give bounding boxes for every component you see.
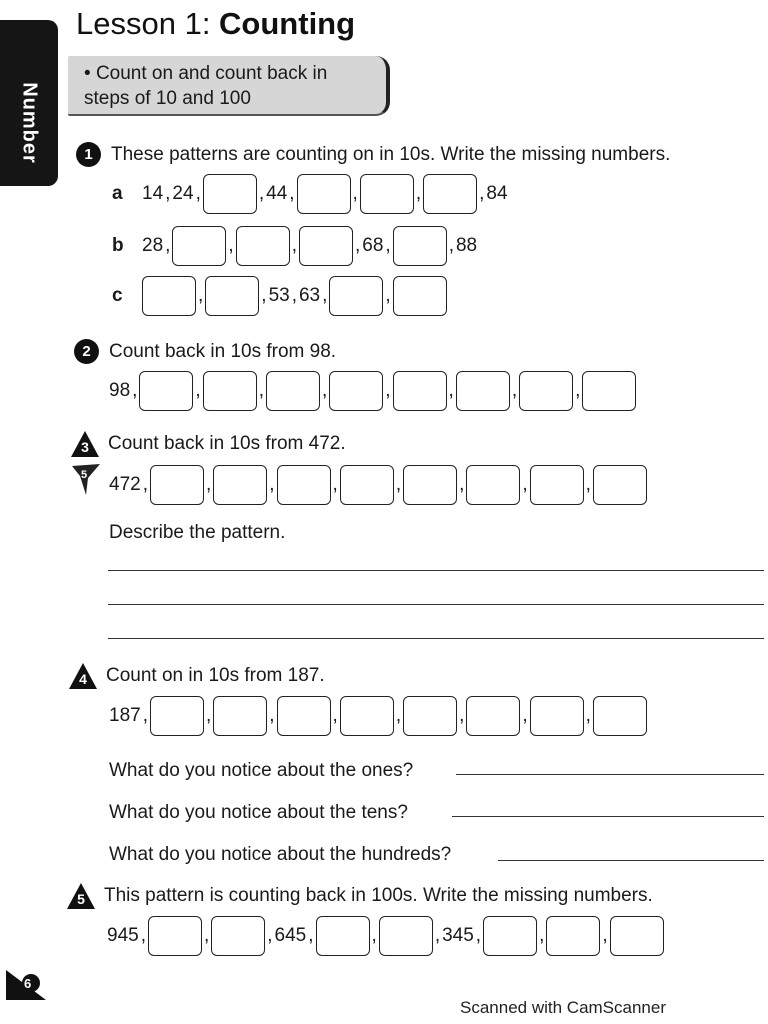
answer-box[interactable] [403,465,457,505]
answer-box[interactable] [266,371,320,411]
answer-box[interactable] [466,696,520,736]
answer-box[interactable] [172,226,226,266]
answer-line[interactable] [498,860,764,861]
given-number: 24 [172,183,194,204]
comma-separator: , [539,925,545,946]
comma-separator: , [289,183,295,204]
comma-separator: , [511,380,518,401]
given-number: 472 [109,474,141,495]
answer-box[interactable] [456,371,510,411]
comma-separator: , [585,705,591,726]
answer-box[interactable] [340,696,394,736]
question-4-badge [68,662,98,690]
lesson-title [76,6,355,42]
answer-box[interactable] [316,916,370,956]
given-number: 187 [109,705,141,726]
comma-separator: , [354,235,361,256]
given-number: 345 [442,925,474,946]
learning-objective [68,56,390,116]
comma-separator: , [332,474,338,495]
answer-box[interactable] [142,276,196,316]
answer-box[interactable] [423,174,477,214]
comma-separator: , [267,925,273,946]
comma-separator: , [448,235,454,256]
comma-separator: , [198,285,204,306]
comma-separator: , [205,705,212,726]
answer-box[interactable] [211,916,265,956]
comma-separator: , [602,925,608,946]
section-tab-label: Number [18,82,41,164]
comma-separator: , [132,380,138,401]
answer-box[interactable] [329,276,383,316]
comma-separator: , [459,705,465,726]
describe-prompt: Describe the pattern. [109,522,286,543]
comma-separator: , [575,380,581,401]
given-number: 84 [486,183,508,204]
question-5-number: 5 [77,891,85,907]
hundreds-question: What do you notice about the hundreds? [109,844,452,865]
question-2-number: 2 [74,339,99,364]
question-5-instruction: This pattern is counting back in 100s. Write the missing numbers. [104,885,653,906]
question-1b-row [112,226,477,266]
answer-box[interactable] [393,371,447,411]
comma-separator: , [385,235,391,256]
answer-box[interactable] [403,696,457,736]
question-1-number: 1 [76,142,101,167]
answer-box[interactable] [150,696,204,736]
comma-separator: , [140,925,146,946]
answer-box[interactable] [393,226,447,266]
answer-line[interactable] [108,638,764,639]
comma-separator: , [522,705,528,726]
comma-separator: , [448,380,454,401]
answer-box[interactable] [593,465,647,505]
comma-separator: , [332,705,338,726]
lesson-title-prefix: Lesson 1: [76,6,220,41]
answer-box[interactable] [213,696,267,736]
question-1-heading [76,142,670,167]
question-4-instruction: Count on in 10s from 187. [106,665,325,686]
comma-separator: , [291,285,297,306]
given-number: 53 [268,285,290,306]
question-3-number: 3 [81,439,89,455]
comma-separator: , [395,474,402,495]
comma-separator: , [415,183,422,204]
question-3-row [109,465,647,505]
question-1c-row [112,276,447,316]
question-5-row [107,916,664,956]
comma-separator: , [261,285,267,306]
objective-bullet: • [84,63,91,84]
page-number-badge [6,966,48,1002]
answer-box[interactable] [213,465,267,505]
comma-separator: , [142,474,148,495]
ones-question: What do you notice about the ones? [109,760,414,781]
comma-separator: , [291,235,297,256]
answer-box[interactable] [593,696,647,736]
answer-box[interactable] [519,371,573,411]
answer-box[interactable] [582,371,636,411]
answer-box[interactable] [203,174,257,214]
comma-separator: , [195,380,201,401]
question-2-row [109,371,636,411]
given-number: 28 [142,235,164,256]
answer-box[interactable] [483,916,537,956]
answer-line[interactable] [452,816,764,817]
comma-separator: , [258,380,264,401]
comma-separator: , [475,925,482,946]
answer-box[interactable] [340,465,394,505]
question-1-instruction: These patterns are counting on in 10s. Write the missing numbers. [111,143,671,165]
comma-separator: , [434,925,441,946]
comma-separator: , [308,925,314,946]
question-4-row [109,696,647,736]
comma-separator: , [522,474,528,495]
comma-separator: , [459,474,465,495]
comma-separator: , [195,183,201,204]
answer-box[interactable] [299,226,353,266]
given-number: 63 [298,285,321,306]
comma-separator: , [269,474,275,495]
comma-separator: , [205,474,212,495]
answer-box[interactable] [329,371,383,411]
answer-box[interactable] [530,696,584,736]
comma-separator: , [585,474,591,495]
question-4-number: 4 [79,671,87,687]
comma-separator: , [321,380,328,401]
given-number: 88 [455,235,478,256]
comma-separator: , [258,183,265,204]
answer-box[interactable] [277,696,331,736]
answer-box[interactable] [277,465,331,505]
answer-box[interactable] [610,916,664,956]
comma-separator: , [385,285,391,306]
answer-box[interactable] [139,371,193,411]
part-label: a [112,183,123,204]
question-3-badge [70,430,100,458]
question-4-heading [68,662,325,690]
part-label: c [112,285,123,306]
answer-line[interactable] [456,774,764,775]
comma-separator: , [203,925,210,946]
answer-box[interactable] [148,916,202,956]
answer-line[interactable] [108,570,764,571]
challenge-badge [66,462,102,496]
comma-separator: , [322,285,328,306]
answer-box[interactable] [379,916,433,956]
question-3-instruction: Count back in 10s from 472. [108,433,346,454]
objective-text: Count on and count back in steps of 10 and 100 [84,63,328,109]
page-number: 6 [24,976,32,991]
scanner-watermark: Scanned with CamScanner [460,998,667,1017]
comma-separator: , [165,183,171,204]
comma-separator: , [395,705,402,726]
given-number: 945 [107,925,139,946]
given-number: 68 [362,235,384,256]
answer-box[interactable] [150,465,204,505]
answer-box[interactable] [393,276,447,316]
challenge-badge-number: 5 [81,469,88,481]
comma-separator: , [479,183,485,204]
comma-separator: , [371,925,377,946]
given-number: 44 [266,183,288,204]
comma-separator: , [385,380,391,401]
question-2-instruction: Count back in 10s from 98. [109,340,337,362]
answer-box[interactable] [297,174,351,214]
given-number: 98 [109,380,131,401]
question-5-badge [66,882,96,910]
answer-line[interactable] [108,604,764,605]
question-5-heading [66,882,653,910]
comma-separator: , [228,235,234,256]
given-number: 645 [274,925,307,946]
tens-question: What do you notice about the tens? [109,802,408,823]
lesson-title-topic: Counting [219,6,356,41]
comma-separator: , [165,235,171,256]
answer-box[interactable] [466,465,520,505]
answer-box[interactable] [530,465,584,505]
comma-separator: , [352,183,358,204]
question-2-heading [74,339,336,364]
question-1a-row [112,174,508,214]
given-number: 14 [142,183,164,204]
answer-box[interactable] [236,226,290,266]
comma-separator: , [142,705,148,726]
question-3-heading [70,430,346,458]
section-tab [0,20,58,186]
answer-box[interactable] [205,276,259,316]
answer-box[interactable] [360,174,414,214]
answer-box[interactable] [546,916,600,956]
comma-separator: , [269,705,275,726]
answer-box[interactable] [203,371,257,411]
part-label: b [112,235,124,256]
